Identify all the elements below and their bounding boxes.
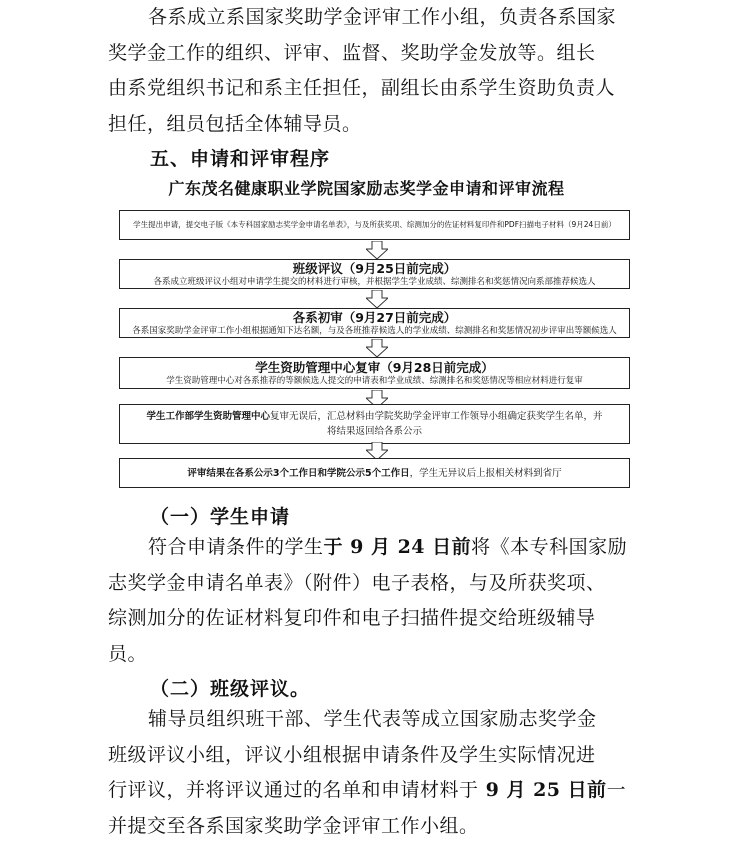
flow-step-title: 各系初审（9月27日前完成） bbox=[120, 310, 629, 325]
flow-step-text: 学生资助管理中心对各系推荐的等额候选人提交的申请表和学业成绩、综测排名和奖惩情况等相应材料进行复审 bbox=[120, 375, 629, 387]
section-heading: 五、申请和评审程序 bbox=[150, 144, 330, 171]
flow-step-text-line bbox=[120, 409, 629, 424]
flow-step-class-review bbox=[119, 259, 630, 289]
flow-arrow-icon bbox=[366, 339, 388, 357]
flow-step-text: ，学生无异议后上报相关材料到省厅 bbox=[410, 468, 562, 479]
flow-step-text: 各系国家奖助学金评审工作小组根据通知下达名额，与及各班推荐候选人的学业成绩、综测排名和奖惩情况初步评审出等额候选人 bbox=[120, 325, 629, 337]
flow-step-bold: 评审结果在各系公示3个工作日和学院公示5个工作日 bbox=[187, 468, 409, 479]
sub2-line bbox=[108, 773, 628, 809]
flow-step-publicity bbox=[119, 458, 630, 488]
flow-arrow-icon bbox=[366, 290, 388, 308]
sub1-deadline: 于 9 月 24 日前 bbox=[324, 536, 472, 558]
flowchart-title: 广东茂名健康职业学院国家励志奖学金申请和评审流程 bbox=[0, 176, 733, 199]
intro-paragraph bbox=[108, 0, 628, 142]
flow-step-text: 将结果返回给各系公示 bbox=[120, 424, 629, 439]
intro-line: 担任，组员包括全体辅导员。 bbox=[108, 107, 628, 143]
sub2-text: 一 bbox=[607, 779, 627, 801]
sub2-line: 并提交至各系国家奖助学金评审工作小组。 bbox=[108, 809, 628, 844]
flow-step-title: 学生资助管理中心复审（9月28日前完成） bbox=[120, 360, 629, 375]
flow-step-final-confirm bbox=[119, 404, 630, 444]
sub2-line: 辅导员组织班干部、学生代表等成立国家励志奖学金 bbox=[108, 702, 628, 738]
sub2-paragraph bbox=[108, 702, 628, 844]
flow-step-center-review bbox=[119, 357, 630, 389]
flow-step-text: 各系成立班级评议小组对申请学生提交的材料进行审核，并根据学生学业成绩、综测排名和奖惩情况向系部推荐候选人 bbox=[120, 276, 629, 288]
flow-step-title: 班级评议（9月25日前完成） bbox=[120, 261, 629, 276]
intro-line: 各系成立系国家奖助学金评审工作小组，负责各系国家 bbox=[108, 0, 628, 36]
sub2-text: 行评议，并将评议通过的名单和申请材料于 bbox=[108, 779, 479, 801]
sub1-text: 将《本专科国家励 bbox=[471, 536, 627, 558]
subsection-heading: （一）学生申请 bbox=[150, 502, 290, 529]
flow-step-text-line bbox=[120, 467, 629, 480]
flow-step-text: 复审无误后，汇总材料由学院奖助学金评审工作领导小组确定获奖学生名单，并 bbox=[270, 411, 603, 422]
sub1-text: 符合申请条件的学生 bbox=[148, 536, 324, 558]
flow-step-application bbox=[119, 210, 630, 240]
subsection-heading: （二）班级评议。 bbox=[150, 674, 310, 701]
sub1-line: 员。 bbox=[108, 637, 628, 673]
flow-arrow-icon bbox=[366, 241, 388, 259]
sub1-line: 综测加分的佐证材料复印件和电子扫描件提交给班级辅导 bbox=[108, 601, 628, 637]
flow-step-bold: 学生工作部学生资助管理中心 bbox=[146, 411, 270, 422]
intro-line: 奖学金工作的组织、评审、监督、奖助学金发放等。组长 bbox=[108, 36, 628, 72]
intro-line: 由系党组织书记和系主任担任，副组长由系学生资助负责人 bbox=[108, 71, 628, 107]
sub2-deadline: 9 月 25 日前 bbox=[479, 779, 607, 801]
sub1-line bbox=[108, 530, 628, 566]
sub2-line: 班级评议小组，评议小组根据申请条件及学生实际情况进 bbox=[108, 738, 628, 774]
sub1-line: 志奖学金申请名单表》（附件）电子表格，与及所获奖项、 bbox=[108, 566, 628, 602]
flow-step-text: 学生提出申请，提交电子版《本专科国家励志奖学金申请名单表》，与及所获奖项、综测加分的佐证材料复印件和PDF扫描电子材料（9月24日前） bbox=[120, 219, 629, 231]
sub1-paragraph bbox=[108, 530, 628, 672]
flow-step-department-review bbox=[119, 308, 630, 338]
